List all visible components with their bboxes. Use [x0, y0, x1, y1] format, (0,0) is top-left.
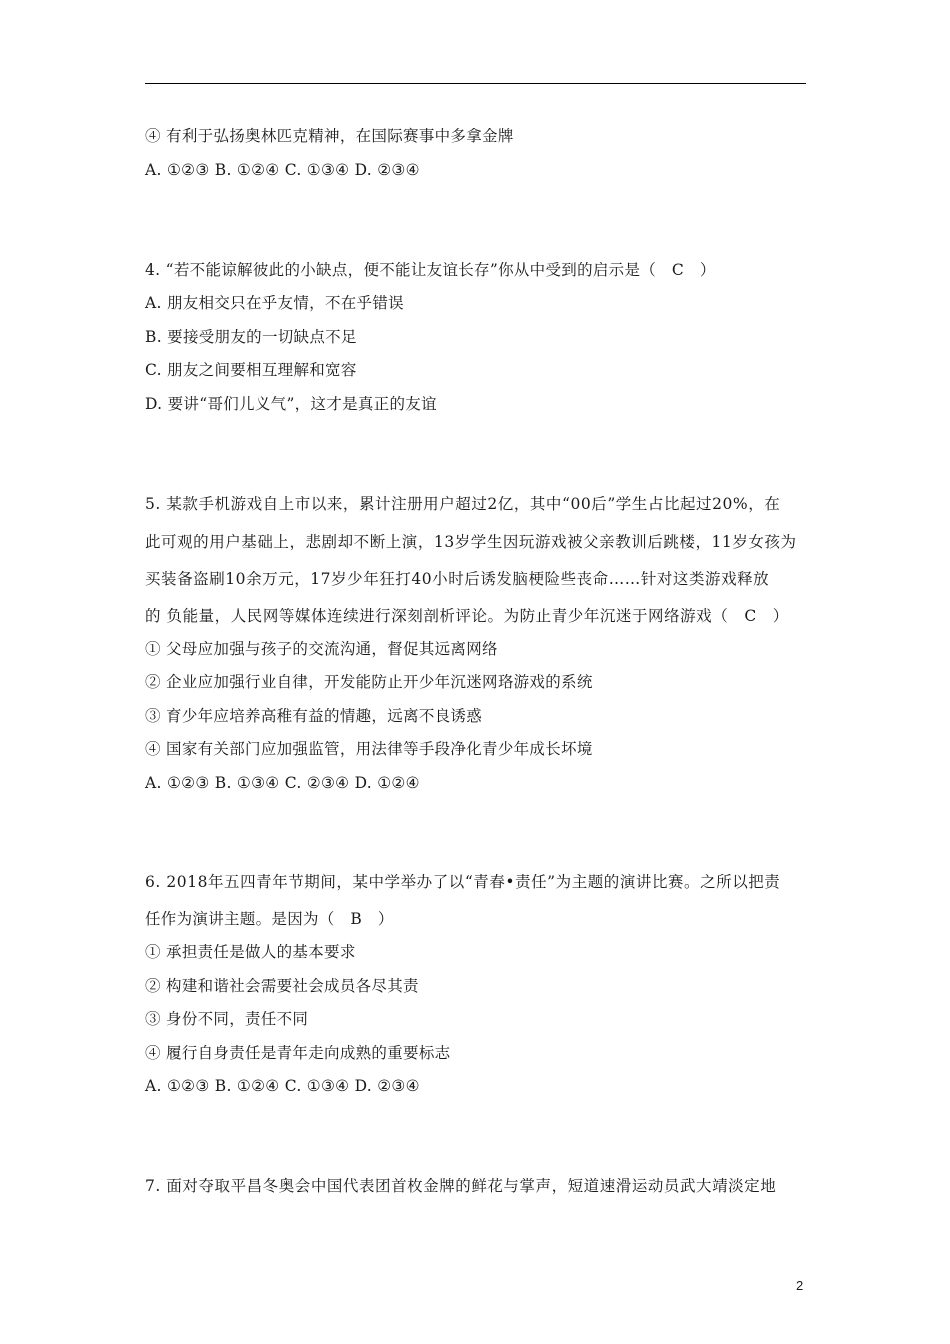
q6-option-2: ② 构建和谐社会需要社会成员各尽其责	[145, 977, 419, 995]
q5-option-1: ① 父母应加强与孩子的交流沟通，督促其远离网络	[145, 640, 498, 658]
q4-stem: 4. “若不能谅解彼此的小缺点，便不能让友谊长存”你从中受到的启示是（ C ）	[145, 261, 716, 279]
header-rule	[145, 83, 806, 84]
q6-stem-line-1: 6. 2018年五四青年节期间，某中学举办了以“青春•责任”为主题的演讲比赛。之所以把责	[145, 873, 781, 891]
q7-stem-line-1: 7. 面对夺取平昌冬奥会中国代表团首枚金牌的鲜花与掌声，短道速滑运动员武大靖淡定地	[145, 1177, 777, 1195]
q3-choices: A. ①②③ B. ①②④ C. ①③④ D. ②③④	[145, 161, 420, 179]
q4-option-b: B. 要接受朋友的一切缺点不足	[145, 328, 357, 346]
q5-choices: A. ①②③ B. ①③④ C. ②③④ D. ①②④	[145, 774, 420, 792]
q5-option-4: ④ 国家有关部门应加强监管，用法律等手段净化青少年成长坏境	[145, 740, 593, 758]
q4-option-a: A. 朋友相交只在乎友情，不在乎错误	[145, 294, 404, 312]
q6-choices: A. ①②③ B. ①②④ C. ①③④ D. ②③④	[145, 1077, 420, 1095]
q6-option-4: ④ 履行自身责任是青年走向成熟的重要标志	[145, 1044, 451, 1062]
q5-stem-line-2: 此可观的用户基础上，悲剧却不断上演，13岁学生因玩游戏被父亲教训后跳楼，11岁女孩为	[145, 533, 797, 551]
q5-option-3: ③ 育少年应培养高稚有益的情趣，远离不良诱惑	[145, 707, 483, 725]
q5-stem-line-4: 的 负能量，人民网等媒体连续进行深刻剖析评论。为防止青少年沉迷于网络游戏（ C ）	[145, 607, 789, 625]
q4-option-c: C. 朋友之间要相互理解和宽容	[145, 361, 357, 379]
q5-stem-line-3: 买装备盗刷10余万元，17岁少年狂打40小时后诱发脑梗险些丧命……针对这类游戏释放	[145, 570, 770, 588]
q6-stem-line-2: 任作为演讲主题。是因为（ B ）	[145, 910, 394, 928]
q5-stem-line-1: 5. 某款手机游戏自上市以来，累计注册用户超过2亿，其中“00后”学生占比起过20%，在	[145, 495, 781, 513]
page-number: 2	[796, 1278, 804, 1293]
q5-option-2: ② 企业应加强行业自律，开发能防止开少年沉迷网珞游戏的系统	[145, 673, 593, 691]
q6-option-1: ① 承担责任是做人的基本要求	[145, 943, 356, 961]
q6-option-3: ③ 身份不同，责任不同	[145, 1010, 309, 1028]
q3-option-4: ④ 有利于弘扬奥林匹克精神，在国际赛事中多拿金牌	[145, 127, 514, 145]
q4-option-d: D. 要讲“哥们儿义气”，这才是真正的友谊	[145, 395, 437, 413]
